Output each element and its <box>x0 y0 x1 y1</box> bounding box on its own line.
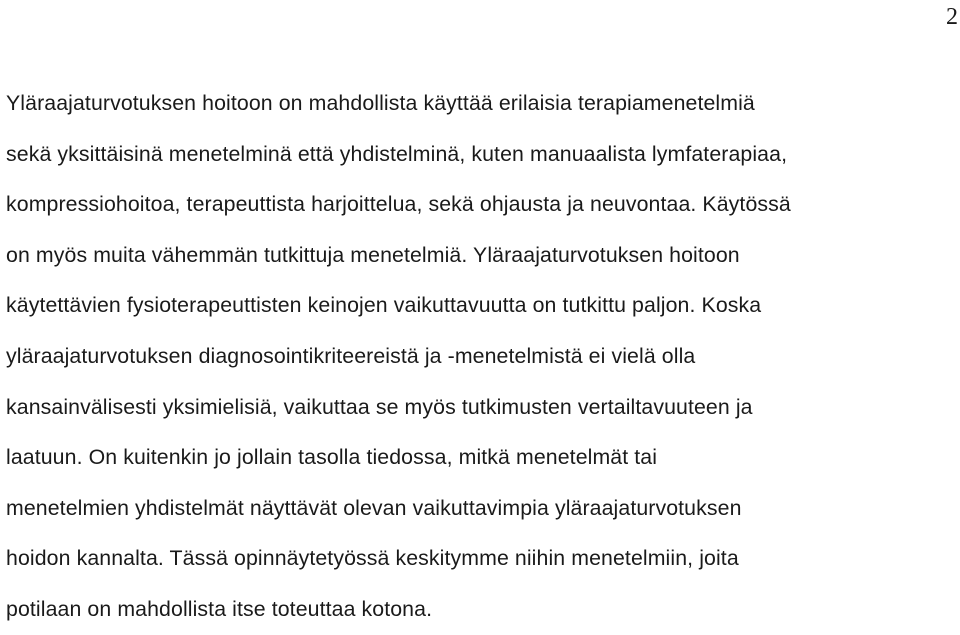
paragraph-line: yläraajaturvotuksen diagnosointikriteereistä ja -menetelmistä ei vielä olla <box>6 343 696 368</box>
paragraph-line: Yläraajaturvotuksen hoitoon on mahdollista käyttää erilaisia terapiamenetelmiä <box>6 91 755 115</box>
body-paragraph <box>6 78 791 635</box>
paragraph-line: laatuun. On kuitenkin jo jollain tasolla tiedossa, mitkä menetelmät tai <box>6 445 658 470</box>
paragraph-line: menetelmien yhdistelmät näyttävät olevan vaikuttavimpia yläraajaturvotuksen <box>6 495 742 520</box>
page-number: 2 <box>946 4 958 30</box>
paragraph-line: hoidon kannalta. Tässä opinnäytetyössä keskitymme niihin menetelmiin, joita <box>6 546 739 571</box>
paragraph-line: kompressiohoitoa, terapeuttista harjoittelua, sekä ohjausta ja neuvontaa. Käytössä <box>6 192 791 217</box>
paragraph-line: sekä yksittäisinä menetelminä että yhdistelminä, kuten manuaalista lymfaterapiaa, <box>6 141 788 166</box>
paragraph-line: potilaan on mahdollista itse toteuttaa kotona. <box>6 596 433 621</box>
paragraph-line: on myös muita vähemmän tutkittuja menetelmiä. Yläraajaturvotuksen hoitoon <box>6 242 740 267</box>
paragraph-line: kansainvälisesti yksimielisiä, vaikuttaa se myös tutkimusten vertailtavuuteen ja <box>6 394 753 419</box>
paragraph-line: käytettävien fysioterapeuttisten keinojen vaikuttavuutta on tutkittu paljon. Koska <box>6 293 762 318</box>
